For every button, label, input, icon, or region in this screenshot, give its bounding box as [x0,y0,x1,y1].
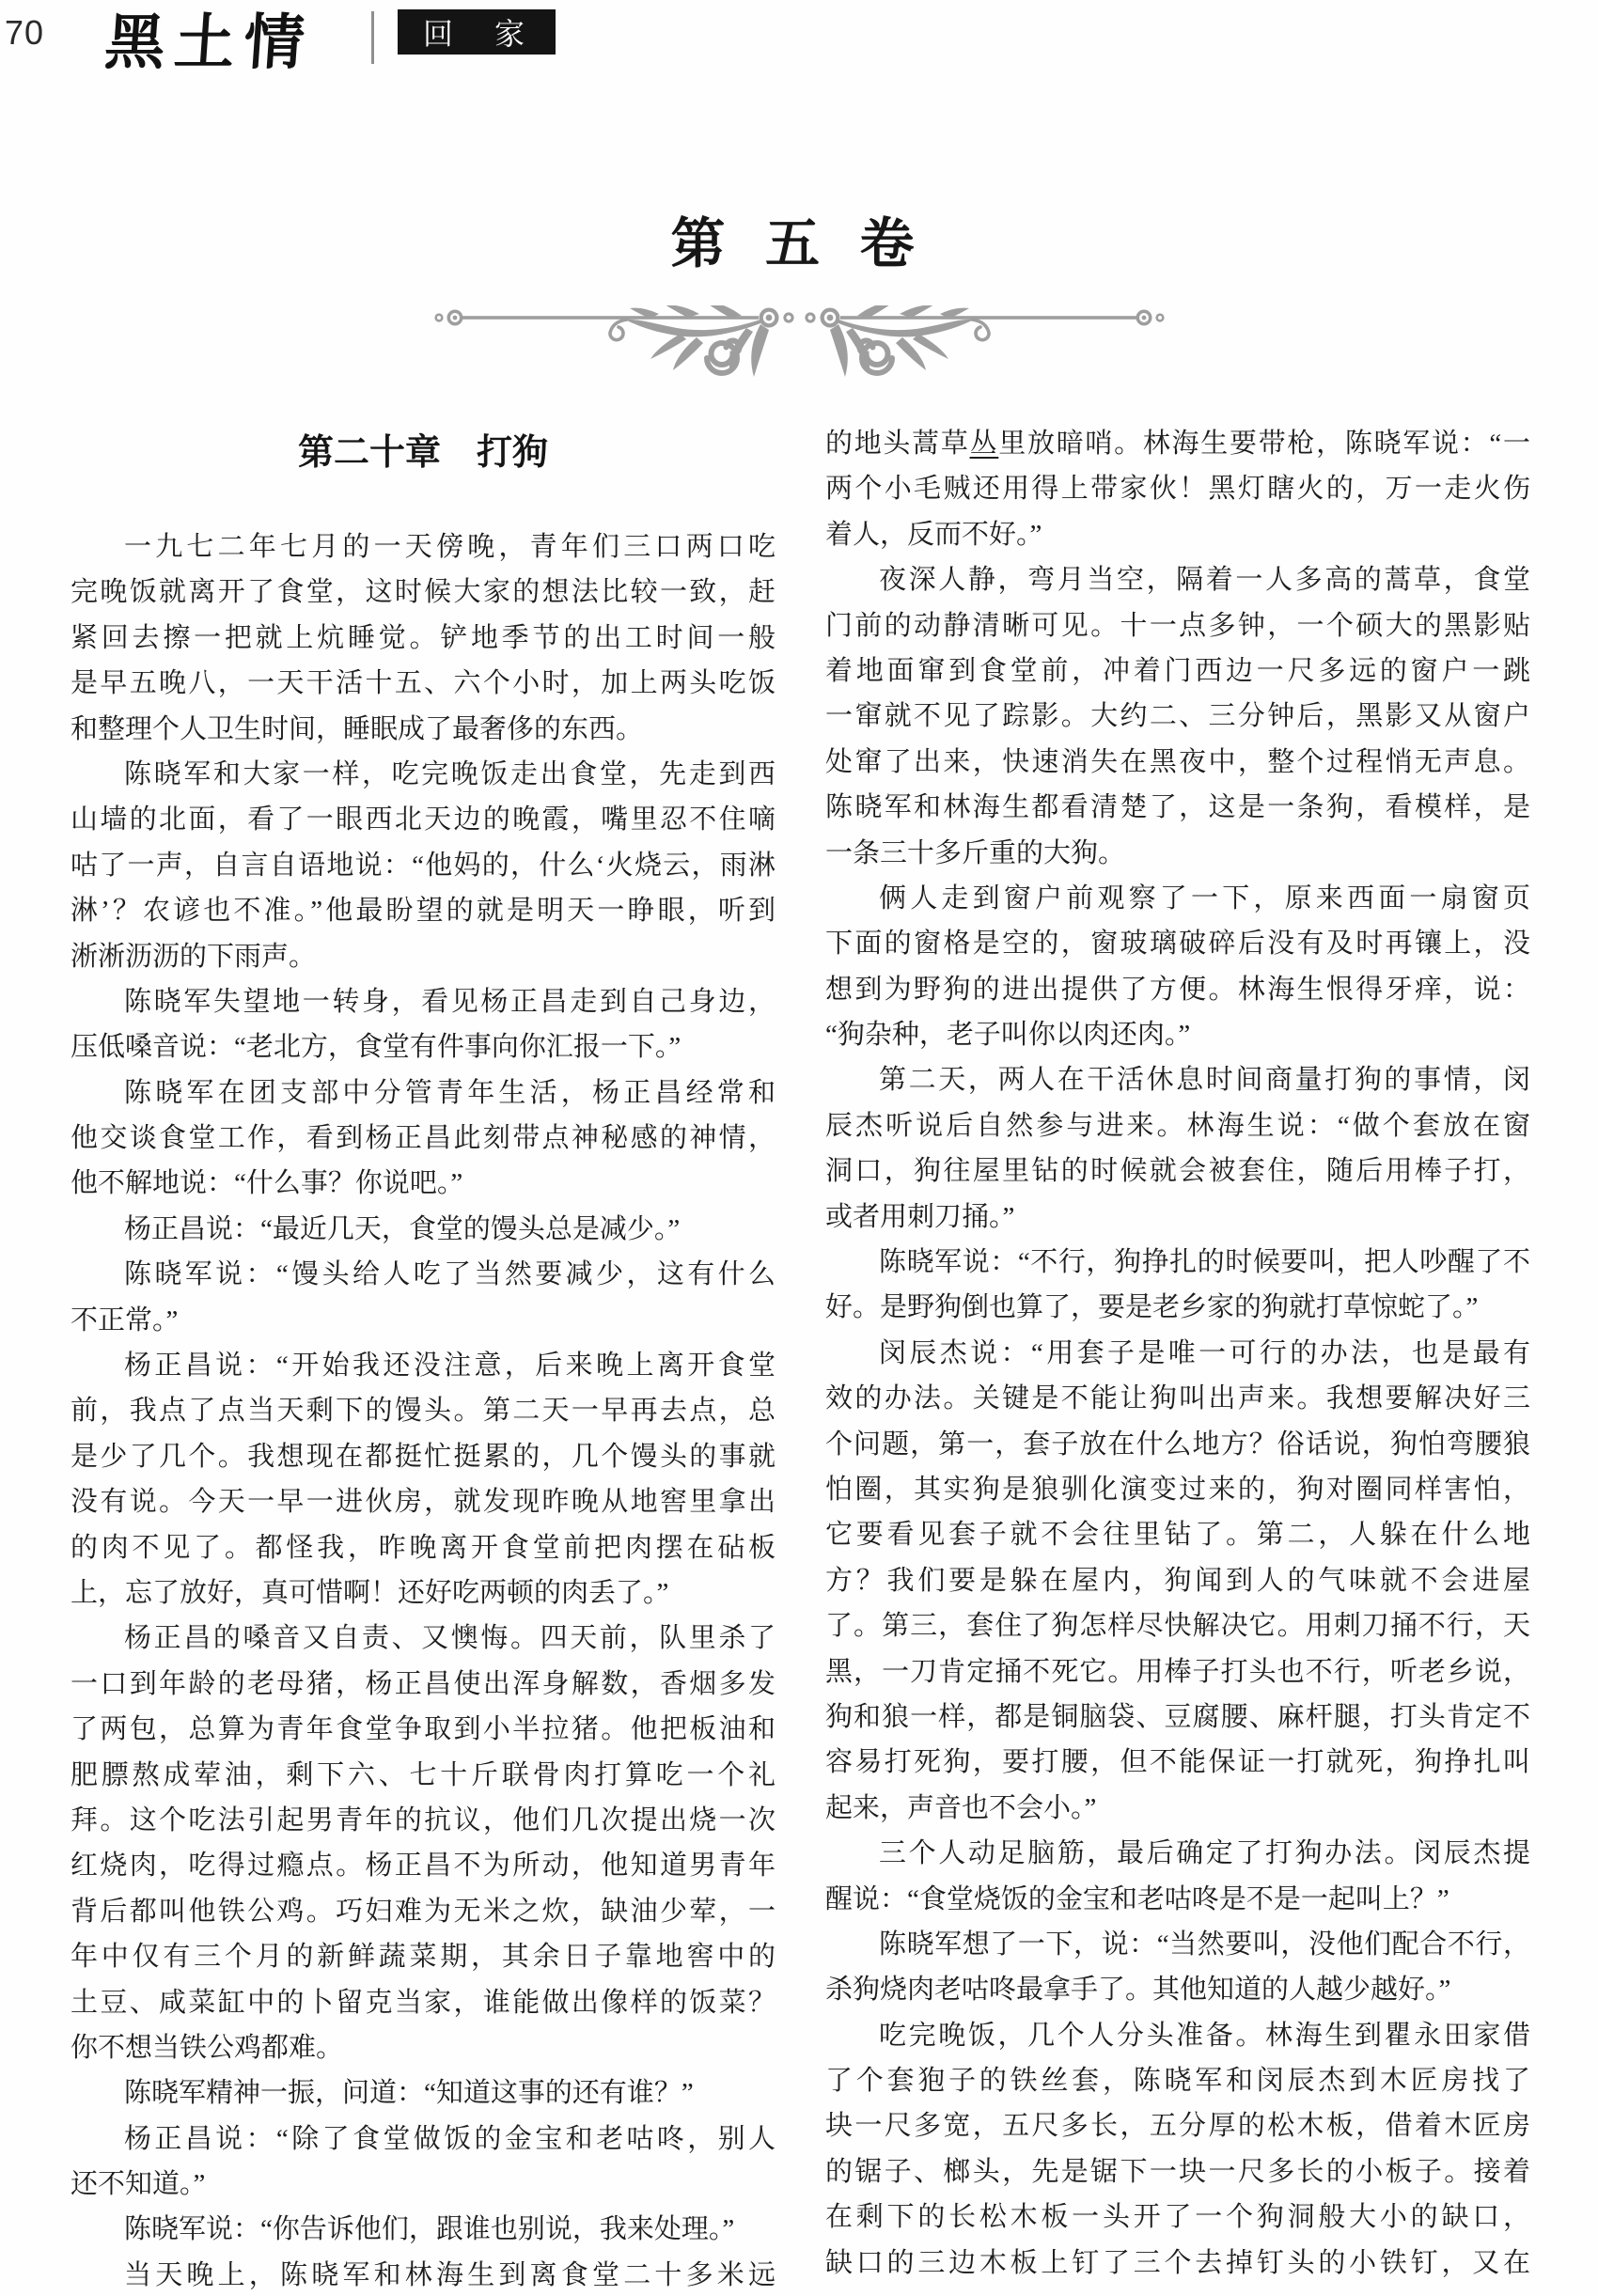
text-line: 上，忘了放好，真可惜啊！还好吃两顿的肉丢了。” [70,1577,669,1608]
text-line: 好。是野狗倒也算了，要是老乡家的狗就打草惊蛇了。” [825,1292,1479,1323]
text-line: 他交谈食堂工作，看到杨正昌此刻带点神秘感的神情， [70,1123,776,1154]
text-line: 陈晓军和林海生都看清楚了，这是一条狗，看模样，是 [825,792,1530,823]
section-badge-label: 回 家 [422,17,530,51]
text-line: 门前的动静清晰可见。十一点多钟，一个硕大的黑影贴 [825,610,1530,641]
brand-logo-calligraphy: 黑土情 [102,9,317,76]
text-line: 了。第三，套住了狗怎样尽快解决它。用刺刀捅不行，天 [825,1611,1530,1642]
chapter-heading: 第二十章 打狗 [297,433,548,473]
text-line: 陈晓军精神一振，问道：“知道这事的还有谁？” [124,2078,694,2109]
text-line: 方？我们要是躲在屋内，狗闻到人的气味就不会进屋 [825,1565,1530,1596]
text-line: 在剩下的长松木板一头开了一个狗洞般大小的缺口， [825,2202,1530,2233]
text-line: 狗和狼一样，都是铜脑袋、豆腐腰、麻杆腿，打头肯定不 [825,1701,1530,1732]
text-line: 咕了一声，自言自语地说：“他妈的，什么‘火烧云，雨淋 [70,850,776,881]
text-line: 闵辰杰说：“用套子是唯一可行的办法，也是最有 [879,1337,1530,1368]
text-line: 杀狗烧肉老咕咚最拿手了。其他知道的人越少越好。” [825,1975,1451,2006]
text-line: 你不想当铁公鸡都难。 [70,2032,344,2063]
text-line: 黑，一刀肯定捅不死它。用棒子打头也不行，听老乡说， [825,1656,1530,1687]
text-line: 当天晚上，陈晓军和林海生到离食堂二十多米远 [124,2259,776,2290]
text-line: 想到为野狗的进出提供了方便。林海生恨得牙痒，说： [825,974,1530,1005]
text-line: 是早五晚八，一天干活十五、六个小时，加上两头吃饭 [70,668,776,699]
text-line: 着人，反而不好。” [825,519,1042,550]
text-line: 两个小毛贼还用得上带家伙！黑灯瞎火的，万一走火伤 [825,474,1530,505]
text-line: “狗杂种，老子叫你以肉还肉。” [825,1020,1191,1051]
text-line: 完晚饭就离开了食堂，这时候大家的想法比较一致，赶 [70,577,776,608]
text-line: 陈晓军说：“馒头给人吃了当然要减少，这有什么 [124,1259,776,1290]
text-line: 和整理个人卫生时间，睡眠成了最奢侈的东西。 [70,713,644,744]
text-line: 淅淅沥沥的下雨声。 [70,941,317,972]
text-line: 第二天，两人在干活休息时间商量打狗的事情，闵 [879,1065,1530,1096]
text-line: 年中仅有三个月的新鲜蔬菜期，其余日子靠地窖中的 [70,1942,776,1973]
text-line: 的地头蒿草丛里放暗哨。林海生要带枪，陈晓军说：“一 [825,429,1530,459]
right-column-lines [825,421,1530,2286]
text-line: 陈晓军说：“你告诉他们，跟谁也别说，我来处理。” [124,2214,735,2245]
text-line: 杨正昌说：“开始我还没注意，后来晚上离开食堂 [124,1351,776,1382]
header-divider [371,11,374,64]
text-line: 洞口，狗往屋里钻的时候就会被套住，随后用棒子打， [825,1156,1530,1187]
text-line: 或者用刺刀捅。” [825,1201,1015,1232]
page-number: 70 [5,13,45,52]
text-line: 醒说：“食堂烧饭的金宝和老咕咚是不是一起叫上？” [825,1883,1449,1914]
text-line: 还不知道。” [70,2169,206,2200]
text-line: 一条三十多斤重的大狗。 [825,837,1126,868]
text-line: 红烧肉，吃得过瘾点。杨正昌不为所动，他知道男青年 [70,1851,776,1882]
text-line: 拜。这个吃法引起男青年的抗议，他们几次提出烧一次 [70,1804,776,1835]
text-line: 一口到年龄的老母猪，杨正昌使出浑身解数，香烟多发 [70,1668,776,1699]
text-line: 紧回去擦一把就上炕睡觉。铲地季节的出工时间一般 [70,622,776,653]
text-line: 不正常。” [70,1304,179,1335]
text-line: 了个套狍子的铁丝套，陈晓军和闵辰杰到木匠房找了 [825,2066,1530,2097]
text-line: 肥膘熬成荤油，剩下六、七十斤联骨肉打算吃一个礼 [70,1759,776,1790]
text-line: 陈晓军说：“不行，狗挣扎的时候要叫，把人吵醒了不 [879,1247,1530,1278]
text-line: 着地面窜到食堂前，冲着门西边一尺多远的窗户一跳 [825,655,1530,686]
text-line: 怕圈，其实狗是狼驯化演变过来的，狗对圈同样害怕， [825,1474,1530,1505]
text-line: 俩人走到窗户前观察了一下，原来西面一扇窗页 [879,882,1530,914]
text-column-right [825,421,1530,2293]
text-line: 处窜了出来，快速消失在黑夜中，整个过程悄无声息。 [825,746,1530,777]
text-line: 三个人动足脑筋，最后确定了打狗办法。闵辰杰提 [879,1838,1530,1869]
text-line: 一九七二年七月的一天傍晚，青年们三口两口吃 [124,532,776,562]
text-line: 杨正昌说：“最近几天，食堂的馒头总是减少。” [124,1213,681,1244]
text-line: 起来，声音也不会小。” [825,1792,1097,1823]
text-line: 个问题，第一，套子放在什么地方？俗话说，狗怕弯腰狼 [825,1429,1530,1460]
section-badge [398,9,556,55]
text-line: 陈晓军在团支部中分管青年生活，杨正昌经常和 [124,1077,776,1108]
text-line: 陈晓军想了一下，说：“当然要叫，没他们配合不行， [879,1929,1530,1960]
text-line: 它要看见套子就不会往里钻了。第二，人躲在什么地 [825,1520,1530,1551]
text-column-left [70,421,776,2293]
text-line: 前，我点了点当天剩下的馒头。第二天一早再去点，总 [70,1396,776,1427]
text-line: 容易打死狗，要打腰，但不能保证一打就死，狗挣扎叫 [825,1747,1530,1778]
volume-title: 第 五 卷 [670,213,928,274]
text-line: 吃完晚饭，几个人分头准备。林海生到瞿永田家借 [879,2020,1530,2051]
text-line: 夜深人静，弯月当空，隔着一人多高的蒿草，食堂 [879,565,1530,596]
text-line: 辰杰听说后自然参与进来。林海生说：“做个套放在窗 [825,1110,1530,1141]
text-line: 陈晓军和大家一样，吃完晚饭走出食堂，先走到西 [124,758,776,789]
text-line: 山墙的北面，看了一眼西北天边的晚霞，嘴里忍不住嘀 [70,804,776,836]
text-line: 杨正昌的嗓音又自责、又懊悔。四天前，队里杀了 [124,1623,776,1654]
text-line: 他不解地说：“什么事？你说吧。” [70,1168,463,1199]
text-line: 一窜就不见了踪影。大约二、三分钟后，黑影又从窗户 [825,701,1530,732]
ornament-divider [432,305,1166,399]
text-line: 是少了几个。我想现在都挺忙挺累的，几个馒头的事就 [70,1441,776,1472]
text-line: 下面的窗格是空的，窗玻璃破碎后没有及时再镶上，没 [825,929,1530,960]
text-line: 缺口的三边木板上钉了三个去掉钉头的小铁钉，又在 [825,2247,1530,2278]
text-line: 的肉不见了。都怪我，昨晚离开食堂前把肉摆在砧板 [70,1532,776,1563]
text-line: 没有说。今天一早一进伙房，就发现昨晚从地窖里拿出 [70,1487,776,1518]
text-line: 压低嗓音说：“老北方，食堂有件事向你汇报一下。” [70,1032,682,1063]
text-line: 的锯子、榔头，先是锯下一块一尺多长的小板子。接着 [825,2156,1530,2187]
text-line: 背后都叫他铁公鸡。巧妇难为无米之炊，缺油少荤，一 [70,1896,776,1927]
text-line: 土豆、咸菜缸中的卜留克当家，谁能做出像样的饭菜？ [70,1987,776,2018]
text-line: 效的办法。关键是不能让狗叫出声来。我想要解决好三 [825,1383,1530,1414]
text-line: 陈晓军失望地一转身，看见杨正昌走到自己身边， [124,986,776,1017]
text-line: 淋’？农谚也不准。”他最盼望的就是明天一睁眼，听到 [70,896,776,927]
left-column-lines [70,524,776,2293]
text-line: 了两包，总算为青年食堂争取到小半拉猪。他把板油和 [70,1714,776,1745]
text-line: 杨正昌说：“除了食堂做饭的金宝和老咕咚，别人 [124,2123,776,2154]
text-line: 块一尺多宽，五尺多长，五分厚的松木板，借着木匠房 [825,2111,1530,2142]
underlined-char: 丛 [969,429,999,459]
